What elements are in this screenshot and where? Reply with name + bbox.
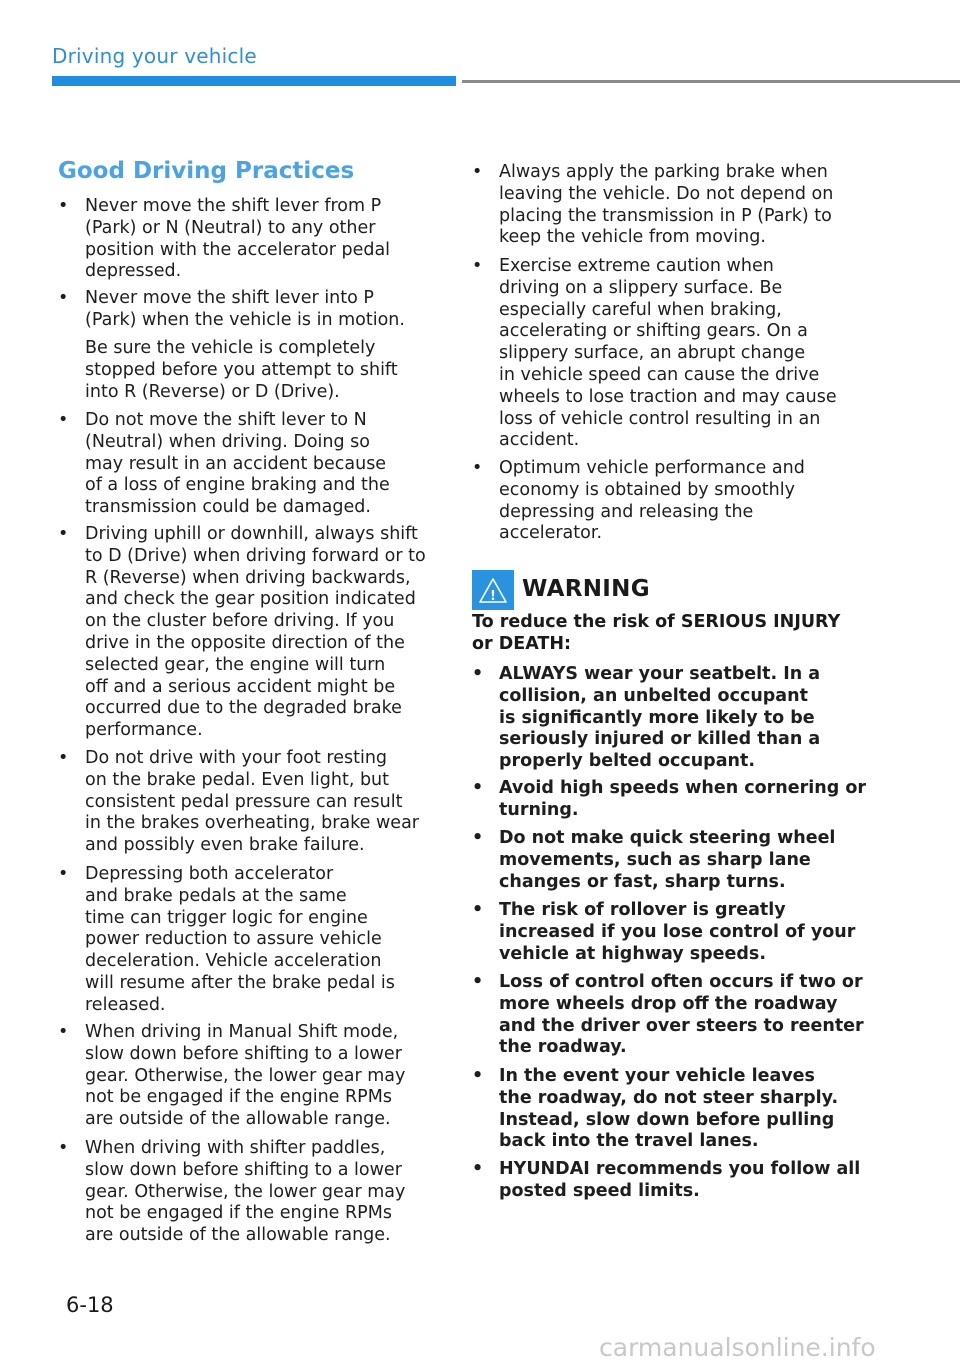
text-line: collision, an unbelted occupant: [499, 685, 808, 706]
text-line: ALWAYS wear your seatbelt. In a: [499, 664, 821, 684]
text-line: and check the gear position indicated: [85, 589, 416, 610]
text-line: driving on a slippery surface. Be: [499, 277, 783, 298]
text-line: occurred due to the degraded brake: [85, 698, 402, 719]
text-line: economy is obtained by smoothly: [499, 479, 795, 500]
text-line: wheels to lose traction and may cause: [499, 386, 837, 407]
text-line: gear. Otherwise, the lower gear may: [85, 1181, 406, 1202]
text-line: of a loss of engine braking and the: [85, 475, 390, 496]
text-line: Be sure the vehicle is completely: [85, 338, 376, 358]
text-line: or DEATH:: [472, 633, 571, 654]
bullet-marker: •: [472, 1066, 484, 1086]
text-line: Never move the shift lever into P: [85, 288, 374, 308]
bullet-marker: •: [58, 864, 69, 884]
text-line: time can trigger logic for engine: [85, 907, 368, 928]
bullet-marker: •: [472, 664, 484, 684]
text-line: posted speed limits.: [499, 1180, 700, 1201]
text-line: When driving with shifter paddles,: [85, 1138, 386, 1158]
text-line: position with the accelerator pedal: [85, 239, 391, 260]
bullet-marker: •: [58, 748, 69, 768]
text-line: is significantly more likely to be: [499, 707, 815, 728]
text-line: in vehicle speed can cause the drive: [499, 364, 820, 385]
bullet-marker: •: [472, 256, 483, 276]
text-line: When driving in Manual Shift mode,: [85, 1022, 399, 1042]
text-line: seriously injured or killed than a: [499, 729, 821, 750]
bullet-marker: •: [58, 288, 69, 308]
text-line: Do not make quick steering wheel: [499, 828, 836, 848]
text-line: slow down before shifting to a lower: [85, 1043, 402, 1064]
chapter-title: Driving your vehicle: [52, 44, 257, 68]
text-line: the roadway, do not steer sharply.: [499, 1087, 839, 1108]
text-line: consistent pedal pressure can result: [85, 791, 403, 812]
text-line: Driving uphill or downhill, always shift: [85, 524, 418, 544]
text-line: Optimum vehicle performance and: [499, 458, 805, 478]
text-line: stopped before you attempt to shift: [85, 359, 398, 380]
text-line: R (Reverse) when driving backwards,: [85, 567, 411, 588]
warning-triangle-icon: [472, 570, 514, 610]
text-line: turning.: [499, 799, 579, 820]
text-line: gear. Otherwise, the lower gear may: [85, 1065, 406, 1086]
text-line: slippery surface, an abrupt change: [499, 343, 806, 364]
text-line: vehicle at highway speeds.: [499, 943, 766, 964]
text-line: more wheels drop off the roadway: [499, 993, 838, 1014]
text-line: Loss of control often occurs if two or: [499, 972, 863, 992]
text-line: The risk of rollover is greatly: [499, 900, 786, 920]
text-line: leaving the vehicle. Do not depend on: [499, 183, 834, 204]
text-line: (Neutral) when driving. Doing so: [85, 431, 370, 452]
watermark-link[interactable]: carmanualsonline.info: [599, 1333, 876, 1362]
bullet-marker: •: [472, 458, 483, 478]
text-line: Avoid high speeds when cornering or: [499, 778, 866, 798]
text-line: released.: [85, 994, 166, 1015]
text-line: (Park) when the vehicle is in motion.: [85, 309, 405, 330]
text-line: Instead, slow down before pulling: [499, 1109, 835, 1130]
text-line: Do not drive with your foot resting: [85, 748, 388, 768]
text-line: placing the transmission in P (Park) to: [499, 205, 832, 226]
text-line: To reduce the risk of SERIOUS INJURY: [472, 612, 841, 632]
bullet-marker: •: [472, 1159, 484, 1179]
text-line: movements, such as sharp lane: [499, 849, 811, 870]
bullet-marker: •: [472, 900, 484, 920]
text-line: may result in an accident because: [85, 453, 387, 474]
text-line: power reduction to assure vehicle: [85, 929, 382, 950]
text-line: in the brakes overheating, brake wear: [85, 813, 419, 834]
text-line: and brake pedals at the same: [85, 885, 347, 906]
text-line: In the event your vehicle leaves: [499, 1066, 815, 1086]
text-line: not be engaged if the engine RPMs: [85, 1087, 392, 1108]
text-line: are outside of the allowable range.: [85, 1109, 391, 1130]
bullet-marker: •: [472, 972, 484, 992]
text-line: to D (Drive) when driving forward or to: [85, 545, 426, 566]
warning-triangle-icon: [472, 570, 514, 610]
text-line: not be engaged if the engine RPMs: [85, 1203, 392, 1224]
warning-title: WARNING: [522, 576, 650, 602]
text-line: slow down before shifting to a lower: [85, 1159, 402, 1180]
text-line: properly belted occupant.: [499, 751, 755, 772]
bullet-marker: •: [58, 524, 69, 544]
bullet-marker: •: [58, 1138, 69, 1158]
text-line: on the brake pedal. Even light, but: [85, 769, 390, 790]
text-line: accelerating or shifting gears. On a: [499, 321, 808, 342]
bullet-marker: •: [58, 196, 69, 216]
text-line: and possibly even brake failure.: [85, 835, 365, 856]
text-line: (Park) or N (Neutral) to any other: [85, 217, 376, 238]
bullet-marker: •: [472, 828, 484, 848]
text-line: drive in the opposite direction of the: [85, 632, 405, 653]
bullet-marker: •: [58, 410, 69, 430]
header-accent-bar: [52, 76, 456, 86]
text-line: accelerator.: [499, 523, 603, 544]
bullet-marker: •: [58, 1022, 69, 1042]
text-line: accident.: [499, 430, 580, 451]
text-line: are outside of the allowable range.: [85, 1225, 391, 1246]
page-number: 6-18: [66, 1293, 114, 1317]
bullet-marker: •: [472, 778, 484, 798]
text-line: will resume after the brake pedal is: [85, 972, 395, 993]
text-line: Depressing both accelerator: [85, 864, 334, 884]
text-line: keep the vehicle from moving.: [499, 227, 766, 248]
text-line: depressed.: [85, 261, 182, 282]
text-line: Never move the shift lever from P: [85, 196, 382, 216]
text-line: Always apply the parking brake when: [499, 162, 828, 182]
text-line: into R (Reverse) or D (Drive).: [85, 381, 340, 402]
header-rule: [462, 80, 960, 83]
warning-glyph: !: [490, 589, 496, 604]
text-line: back into the travel lanes.: [499, 1131, 759, 1152]
bullet-marker: •: [472, 162, 483, 182]
text-line: performance.: [85, 720, 203, 741]
note-paragraph: [85, 338, 398, 403]
warning-intro: [472, 612, 840, 656]
text-line: deceleration. Vehicle acceleration: [85, 951, 382, 972]
text-line: loss of vehicle control resulting in an: [499, 408, 821, 429]
text-line: the roadway.: [499, 1037, 627, 1058]
text-line: HYUNDAI recommends you follow all: [499, 1159, 861, 1179]
text-line: changes or fast, sharp turns.: [499, 871, 786, 892]
text-line: especially careful when braking,: [499, 299, 782, 320]
text-line: depressing and releasing the: [499, 501, 754, 522]
section-title: Good Driving Practices: [58, 158, 355, 184]
text-line: increased if you lose control of your: [499, 921, 856, 942]
text-line: and the driver over steers to reenter: [499, 1015, 864, 1036]
text-line: selected gear, the engine will turn: [85, 654, 386, 675]
text-line: Exercise extreme caution when: [499, 256, 774, 276]
text-line: on the cluster before driving. If you: [85, 611, 395, 632]
text-line: off and a serious accident might be: [85, 676, 396, 697]
text-line: Do not move the shift lever to N: [85, 410, 367, 430]
text-line: transmission could be damaged.: [85, 497, 371, 518]
